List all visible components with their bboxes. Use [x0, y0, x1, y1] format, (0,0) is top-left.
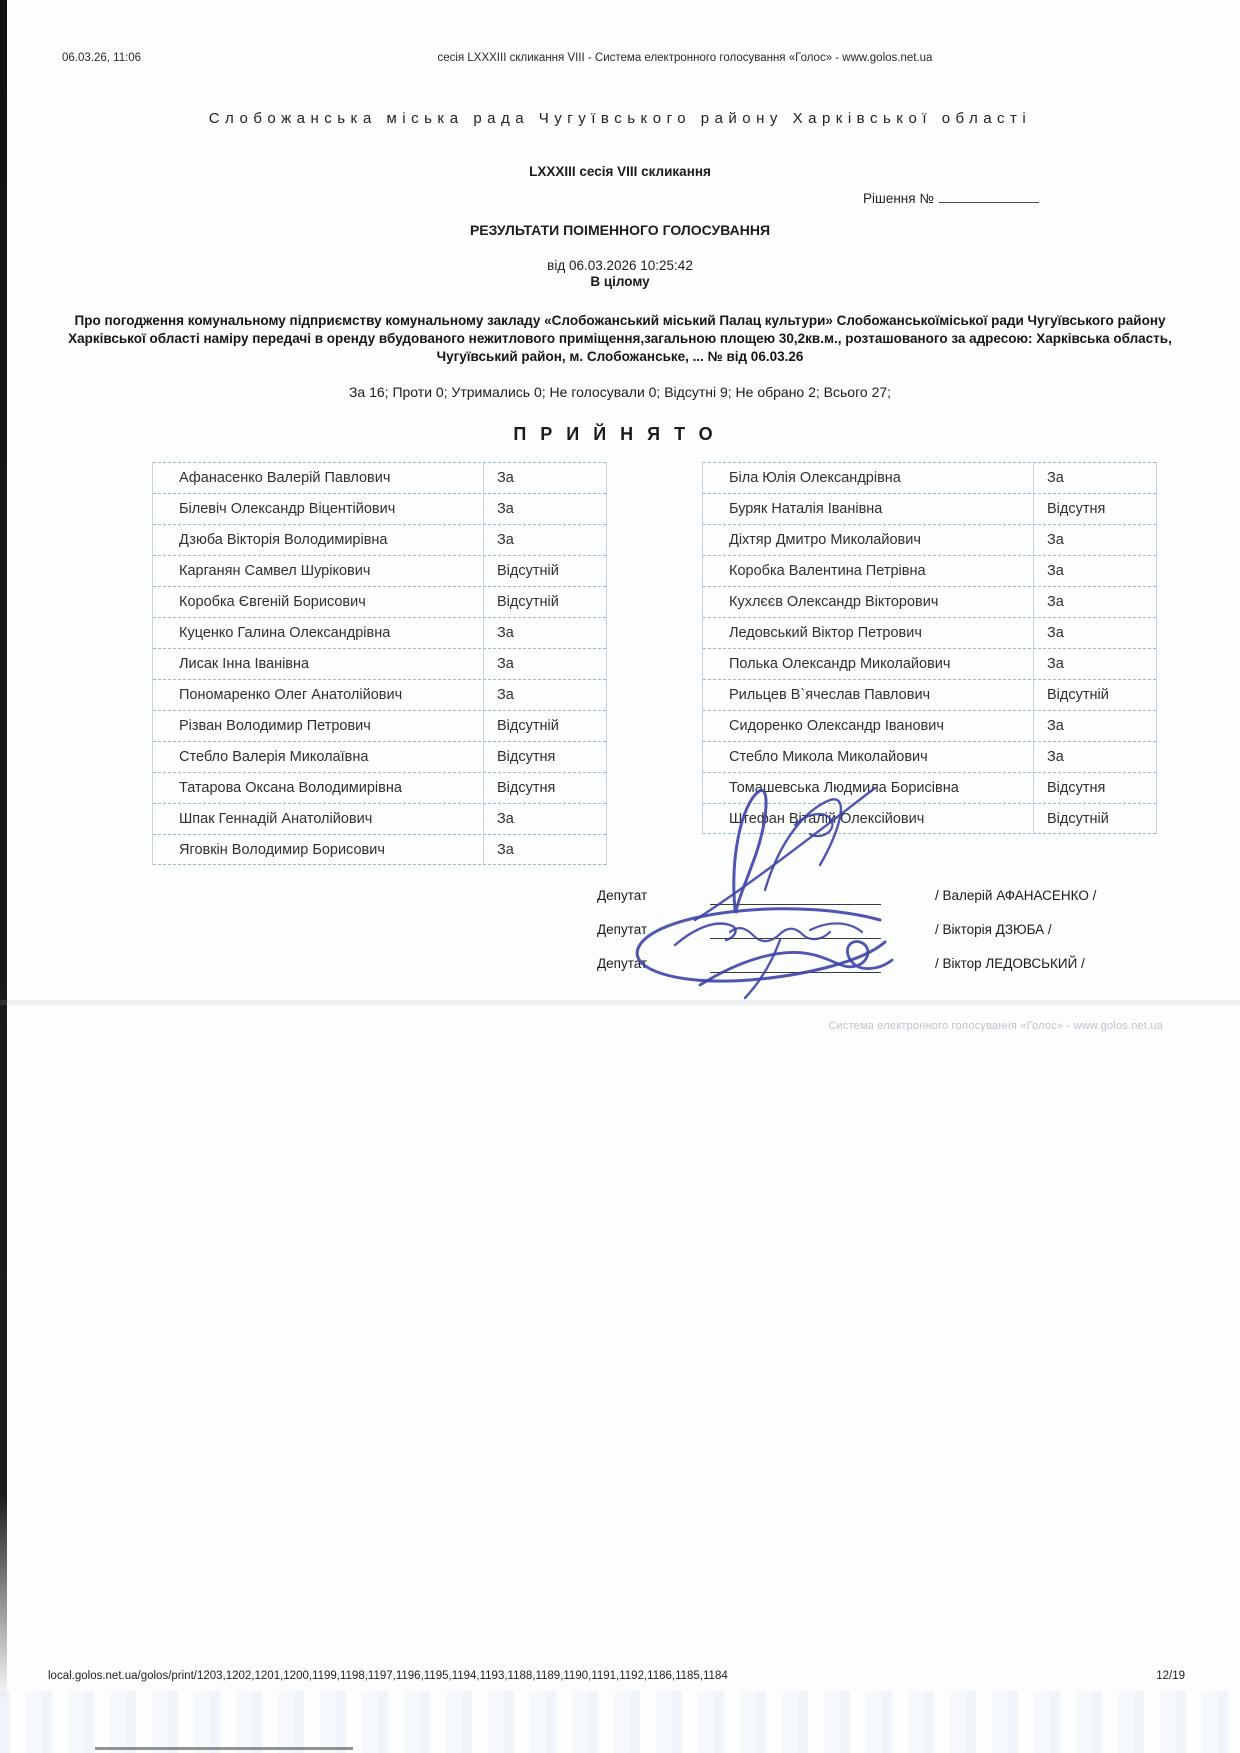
vote-value: Відсутній: [1047, 687, 1109, 703]
signature-row: [0, 956, 1240, 978]
table-row: [703, 710, 1156, 741]
scan-bottom-texture: [0, 1691, 1240, 1753]
decision-number-blank-line: [939, 189, 1039, 203]
vote-value: За: [497, 501, 514, 517]
deputy-name: Сидоренко Олександр Іванович: [703, 711, 1034, 741]
vote-value: Відсутній: [497, 718, 559, 734]
print-timestamp: 06.03.26, 11:06: [62, 52, 142, 64]
table-row: [703, 524, 1156, 555]
deputy-name: Діхтяр Дмитро Миколайович: [703, 525, 1034, 555]
table-row: [703, 679, 1156, 710]
decision-number-field: [863, 189, 1039, 206]
vote-scope: В цілому: [590, 274, 650, 289]
scan-bottom-artifact: [95, 1747, 353, 1750]
session-line: LXXXIII сесія VIII скликання: [529, 164, 711, 179]
deputy-name: Буряк Наталія Іванівна: [703, 494, 1034, 524]
footer-page-number: 12/19: [1156, 1670, 1185, 1682]
table-row: [703, 555, 1156, 586]
table-row: [703, 741, 1156, 772]
table-row: [153, 524, 606, 555]
deputy-name: Штефан Віталій Олексійович: [703, 804, 1034, 833]
scan-fold-artifact: [0, 1000, 1240, 1005]
vote-value: За: [497, 811, 514, 827]
signature-row: [0, 888, 1240, 910]
deputy-name: Куценко Галина Олександрівна: [153, 618, 484, 648]
table-row: [153, 679, 606, 710]
table-row: [703, 648, 1156, 679]
deputy-name: Дзюба Вікторія Володимирівна: [153, 525, 484, 555]
system-watermark: Система електронного голосування «Голос» - www.golos.net.ua: [828, 1020, 1163, 1032]
vote-value: За: [1047, 625, 1064, 641]
deputy-name: Кухлєєв Олександр Вікторович: [703, 587, 1034, 617]
vote-totals-line: За 16; Проти 0; Утримались 0; Не голосували 0; Відсутні 9; Не обрано 2; Всього 27;: [348, 384, 892, 400]
table-row: [703, 586, 1156, 617]
deputy-name: Пономаренко Олег Анатолійович: [153, 680, 484, 710]
deputy-name: Шпак Геннадій Анатолійович: [153, 804, 484, 834]
print-header-source: сесія LXXXIII скликання VIII - Система електронного голосування «Голос» - www.golos.net.ua: [437, 52, 933, 64]
vote-table-right: [702, 462, 1157, 834]
signer-name: / Валерій АФАНАСЕНКО /: [935, 888, 1097, 903]
signer-name: / Вікторія ДЗЮБА /: [935, 922, 1052, 937]
vote-table-left: [152, 462, 607, 865]
vote-value: Відсутня: [497, 749, 556, 765]
footer-print-url: local.golos.net.ua/golos/print/1203,1202,1201,1200,1199,1198,1197,1196,1195,1194,1193,1188,1189,1190,1191,1192,1186,1185,1184: [48, 1670, 728, 1682]
deputy-name: Томашевська Людмила Борисівна: [703, 773, 1034, 803]
vote-datetime: від 06.03.2026 10:25:42: [547, 258, 693, 273]
vote-value: За: [497, 656, 514, 672]
scan-edge-artifact: [0, 0, 7, 1700]
table-row: [703, 803, 1156, 834]
vote-value: Відсутня: [1047, 780, 1106, 796]
signature-line: [710, 920, 881, 939]
signer-name: / Віктор ЛЕДОВСЬКИЙ /: [935, 956, 1085, 971]
deputy-name: Коробка Валентина Петрівна: [703, 556, 1034, 586]
table-row: [153, 772, 606, 803]
vote-value: За: [1047, 563, 1064, 579]
signature-role-label: Депутат: [597, 888, 648, 903]
vote-value: За: [497, 842, 514, 858]
vote-value: За: [1047, 656, 1064, 672]
vote-value: Відсутня: [1047, 501, 1106, 517]
table-row: [703, 772, 1156, 803]
vote-value: Відсутній: [497, 594, 559, 610]
results-heading: РЕЗУЛЬТАТИ ПОІМЕННОГО ГОЛОСУВАННЯ: [469, 222, 771, 238]
vote-value: За: [497, 470, 514, 486]
deputy-name: Лисак Інна Іванівна: [153, 649, 484, 679]
table-row: [153, 710, 606, 741]
deputy-name: Біла Юлія Олександрівна: [703, 463, 1034, 493]
deputy-name: Стебло Валерія Миколаївна: [153, 742, 484, 772]
vote-value: За: [497, 687, 514, 703]
vote-value: Відсутній: [497, 563, 559, 579]
vote-value: За: [1047, 594, 1064, 610]
table-row: [703, 462, 1156, 493]
deputy-name: Афанасенко Валерій Павлович: [153, 463, 484, 493]
table-row: [153, 586, 606, 617]
table-row: [703, 617, 1156, 648]
vote-value: Відсутній: [1047, 811, 1109, 827]
council-title: Слобожанська міська рада Чугуївського району Харківської області: [208, 110, 1032, 127]
table-row: [153, 617, 606, 648]
decision-number-label: Рішення №: [863, 191, 934, 206]
deputy-name: Стебло Микола Миколайович: [703, 742, 1034, 772]
deputy-name: Білевіч Олександр Віцентійович: [153, 494, 484, 524]
vote-value: За: [497, 625, 514, 641]
vote-outcome: ПРИЙНЯТО: [513, 424, 727, 444]
deputy-name: Яговкін Володимир Борисович: [153, 835, 484, 864]
table-row: [153, 648, 606, 679]
deputy-name: Ледовський Віктор Петрович: [703, 618, 1034, 648]
signature-line: [710, 954, 881, 973]
deputy-name: Карганян Самвел Шурікович: [153, 556, 484, 586]
table-row: [153, 555, 606, 586]
deputy-name: Рильцев В`ячеслав Павлович: [703, 680, 1034, 710]
table-row: [153, 803, 606, 834]
vote-value: Відсутня: [497, 780, 556, 796]
signature-line: [710, 886, 881, 905]
deputy-name: Татарова Оксана Володимирівна: [153, 773, 484, 803]
table-row: [153, 462, 606, 493]
signature-row: [0, 922, 1240, 944]
vote-value: За: [497, 532, 514, 548]
deputy-name: Різван Володимир Петрович: [153, 711, 484, 741]
signature-role-label: Депутат: [597, 922, 648, 937]
vote-subject: Про погодження комунальному підприємству комунальному закладу «Слобожанський міський Палац культури» Слобожанськоїміської ради Чугуївського району Харківської області наміру передачі в оренду вбудованого нежитлового приміщення,загальною площею 30,2кв.м., розташованого за адресою: Харківська область, Чугуївський район, м. Слобожанське, ... № від 06.03.26: [68, 313, 1172, 364]
table-row: [703, 493, 1156, 524]
vote-value: За: [1047, 532, 1064, 548]
vote-value: За: [1047, 718, 1064, 734]
table-row: [153, 741, 606, 772]
signature-role-label: Депутат: [597, 956, 648, 971]
vote-value: За: [1047, 749, 1064, 765]
table-row: [153, 493, 606, 524]
deputy-name: Полька Олександр Миколайович: [703, 649, 1034, 679]
deputy-name: Коробка Євгеній Борисович: [153, 587, 484, 617]
vote-value: За: [1047, 470, 1064, 486]
table-row: [153, 834, 606, 865]
